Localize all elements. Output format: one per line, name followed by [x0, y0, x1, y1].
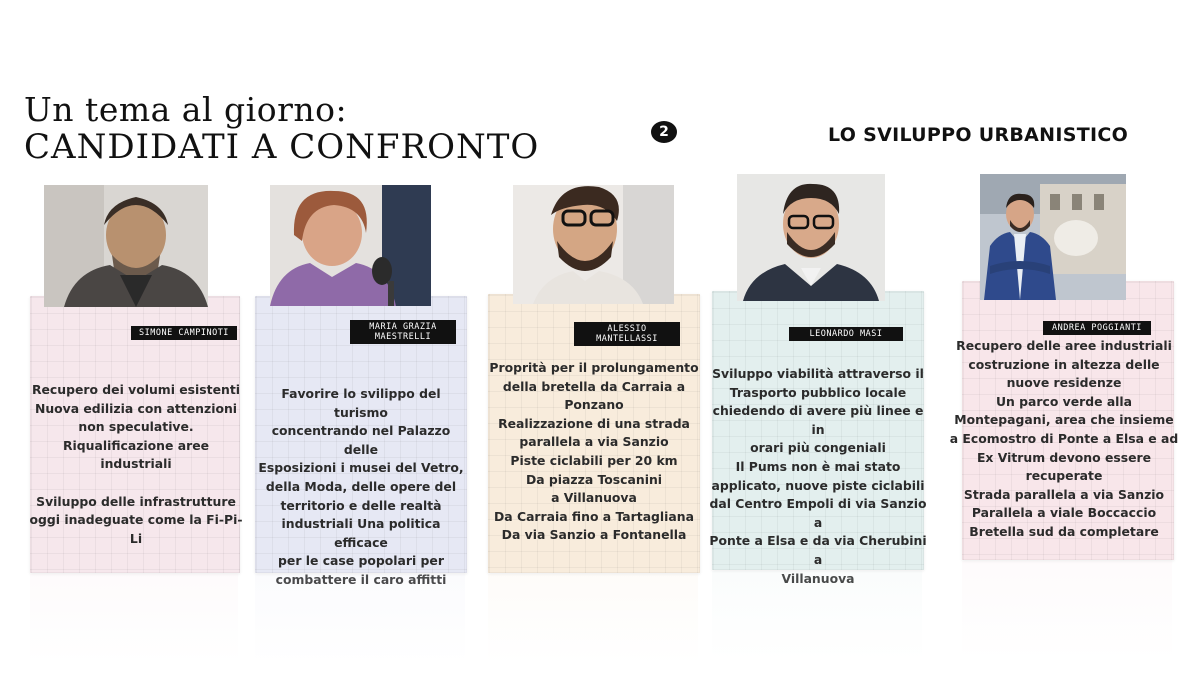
card-reflection — [255, 574, 465, 664]
title-line-2: CANDIDATI A CONFRONTO — [24, 127, 540, 167]
card-reflection — [488, 574, 698, 664]
candidate-name-tag: MARIA GRAZIA MAESTRELLI — [350, 320, 456, 344]
card-reflection — [30, 574, 238, 664]
candidate-name-tag: LEONARDO MASI — [789, 327, 903, 341]
card-reflection — [962, 561, 1172, 661]
candidate-photo-2 — [270, 185, 431, 306]
candidate-card-text: Favorire lo svilippo del turismo concentrando nel Palazzo delle Esposizioni i musei del Vetro, della Moda, delle opere del territorio e delle realtà industriali Una politica efficace per le case popolari per combattere il caro affitti — [258, 386, 464, 587]
candidate-photo-3 — [513, 185, 674, 304]
topic-heading: LO SVILUPPO URBANISTICO — [828, 124, 1129, 146]
candidate-photo-4 — [737, 174, 885, 301]
candidate-name-tag: SIMONE CAMPINOTI — [131, 326, 237, 340]
candidate-card-text: Recupero dei volumi esistenti Nuova edilizia con attenzioni non speculative. Riqualificazione aree industriali Sviluppo delle infrastrutture oggi inadeguate come la Fi-Pi-Li — [29, 382, 243, 546]
card-reflection — [712, 571, 922, 661]
candidate-card-text: Sviluppo viabilità attraverso il Trasporto pubblico locale chiedendo di avere più linee e in orari più congeniali Il Pums non è mai stato applicato, nuove piste ciclabili dal Centro Empoli di via Sanzio a Ponte a Elsa e da via Cherubini a Villanuova — [709, 366, 927, 586]
candidate-card-text: Recupero delle aree industriali costruzione in altezza delle nuove residenze Un parco verde alla Montepagani, area che insieme a Ecomostro di Ponte a Elsa e ad Ex Vitrum devono essere recuperate Strada parallela a via Sanzio Parallela a viale Boccaccio Bretella sud da completare — [949, 338, 1179, 539]
candidate-card-text: Proprità per il prolungamento della bretella da Carraia a Ponzano Realizzazione di una strada parallela a via Sanzio Piste ciclabili per 20 km Da piazza Toscanini a Villanuova Da Carraia fino a Tartagliana Da via Sanzio a Fontanella — [489, 360, 699, 543]
page-number-badge: 2 — [651, 121, 677, 143]
candidate-name-tag: ALESSIO MANTELLASSI — [574, 322, 680, 346]
candidate-photo-1 — [44, 185, 208, 307]
candidate-name-tag: ANDREA POGGIANTI — [1043, 321, 1151, 335]
candidate-photo-5 — [980, 174, 1126, 300]
title-line-1: Un tema al giorno: — [24, 90, 348, 129]
